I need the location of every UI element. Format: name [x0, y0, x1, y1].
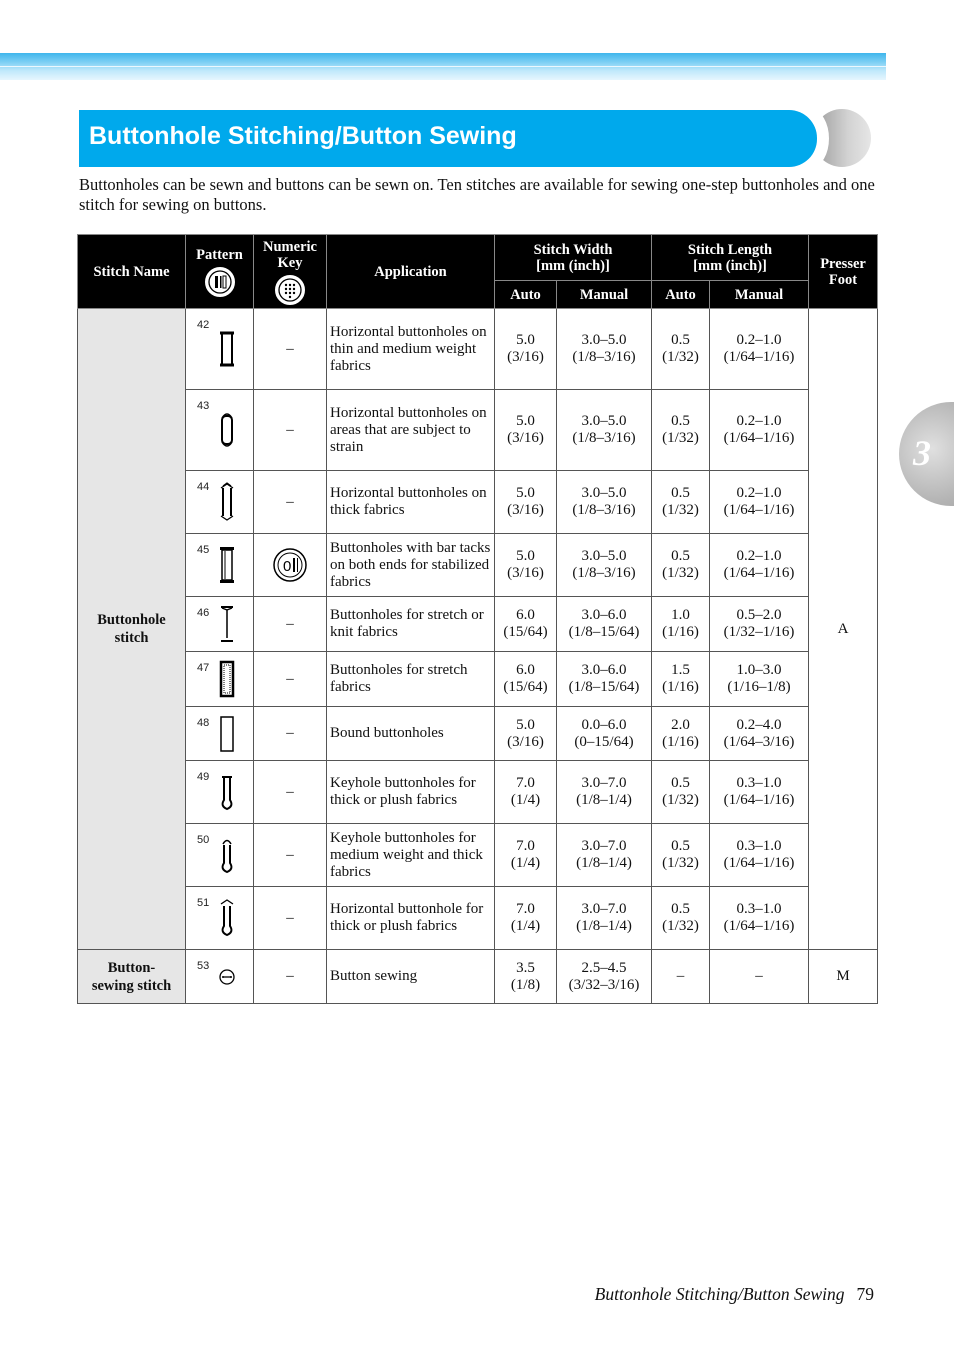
header-presser-foot: Presser Foot	[809, 235, 878, 309]
application-cell: Horizontal buttonholes on thin and medium weight fabrics	[327, 309, 495, 390]
bar-tack-key-icon	[272, 547, 308, 583]
pattern-cell[interactable]	[186, 390, 254, 471]
chapter-number: 3	[913, 433, 931, 473]
application-cell: Buttonholes with bar tacks on both ends for stabilized fabrics	[327, 534, 495, 597]
pattern-cell[interactable]	[186, 707, 254, 761]
width-auto-cell: 5.0 (3/16)	[495, 471, 557, 534]
pattern-number: 48	[197, 717, 210, 729]
length-manual-cell: 0.2–1.0 (1/64–1/16)	[710, 390, 809, 471]
pattern-cell[interactable]	[186, 534, 254, 597]
table-row	[78, 824, 878, 887]
width-manual-cell: 3.0–7.0 (1/8–1/4)	[557, 761, 652, 824]
table-row	[78, 887, 878, 950]
width-manual-cell: 3.0–6.0 (1/8–15/64)	[557, 652, 652, 707]
stitch-table	[77, 234, 878, 1004]
pattern-number: 42	[197, 319, 210, 331]
chapter-tab[interactable]	[899, 402, 954, 506]
intro-paragraph: Buttonholes can be sewn and buttons can be sewn on. Ten stitches are available for sewing one-step buttonholes and one stitch for sewing on buttons.	[79, 175, 875, 214]
length-auto-cell: 2.0 (1/16)	[652, 707, 710, 761]
length-auto-cell: –	[652, 950, 710, 1004]
numeric-key-cell	[254, 534, 327, 597]
numeric-key-cell: –	[254, 597, 327, 652]
table-row	[78, 652, 878, 707]
numeric-key-cell: –	[254, 471, 327, 534]
bh-fan-icon	[218, 479, 236, 525]
pattern-cell[interactable]	[186, 950, 254, 1004]
pattern-cell[interactable]	[186, 471, 254, 534]
pattern-cell[interactable]	[186, 652, 254, 707]
table-row	[78, 309, 878, 390]
header-width-auto: Auto	[495, 281, 557, 309]
application-cell: Horizontal buttonholes on areas that are subject to strain	[327, 390, 495, 471]
width-manual-cell: 3.0–5.0 (1/8–3/16)	[557, 534, 652, 597]
length-auto-cell: 0.5 (1/32)	[652, 309, 710, 390]
numeric-key-cell: –	[254, 309, 327, 390]
bh-bound-icon	[218, 711, 236, 757]
pattern-number: 53	[197, 960, 210, 972]
bh-bartack-icon	[218, 542, 236, 588]
table-row	[78, 761, 878, 824]
pattern-number: 44	[197, 481, 210, 493]
length-manual-cell: 0.2–4.0 (1/64–3/16)	[710, 707, 809, 761]
table-row	[78, 534, 878, 597]
length-manual-cell: 0.3–1.0 (1/64–1/16)	[710, 887, 809, 950]
application-cell: Buttonholes for stretch fabrics	[327, 652, 495, 707]
application-cell: Keyhole buttonholes for thick or plush fabrics	[327, 761, 495, 824]
numeric-key-cell: –	[254, 824, 327, 887]
bh-keyhole-icon	[218, 769, 236, 815]
header-length-auto: Auto	[652, 281, 710, 309]
application-cell: Button sewing	[327, 950, 495, 1004]
page-footer	[595, 1284, 874, 1305]
numeric-key-cell: –	[254, 887, 327, 950]
page-number: 79	[856, 1284, 874, 1304]
bh-plain-icon	[218, 326, 236, 372]
length-auto-cell: 0.5 (1/32)	[652, 471, 710, 534]
table-row	[78, 597, 878, 652]
application-cell: Buttonholes for stretch or knit fabrics	[327, 597, 495, 652]
pattern-number: 45	[197, 544, 210, 556]
presser-foot-cell: M	[809, 950, 878, 1004]
pattern-number: 49	[197, 771, 210, 783]
width-manual-cell: 3.0–7.0 (1/8–1/4)	[557, 887, 652, 950]
application-cell: Horizontal buttonhole for thick or plush fabrics	[327, 887, 495, 950]
application-cell: Bound buttonholes	[327, 707, 495, 761]
numeric-key-cell: –	[254, 652, 327, 707]
width-manual-cell: 2.5–4.5 (3/32–3/16)	[557, 950, 652, 1004]
width-auto-cell: 5.0 (3/16)	[495, 390, 557, 471]
pattern-number: 43	[197, 400, 210, 412]
pattern-cell[interactable]	[186, 597, 254, 652]
width-manual-cell: 3.0–6.0 (1/8–15/64)	[557, 597, 652, 652]
length-manual-cell: 0.2–1.0 (1/64–1/16)	[710, 471, 809, 534]
width-manual-cell: 0.0–6.0 (0–15/64)	[557, 707, 652, 761]
button-sew-icon	[218, 957, 236, 997]
numeric-key-cell: –	[254, 950, 327, 1004]
bh-rounded-icon	[218, 407, 236, 453]
table-row	[78, 390, 878, 471]
application-cell: Horizontal buttonholes on thick fabrics	[327, 471, 495, 534]
width-auto-cell: 3.5 (1/8)	[495, 950, 557, 1004]
header-width-manual: Manual	[557, 281, 652, 309]
numeric-key-cell: –	[254, 707, 327, 761]
length-auto-cell: 0.5 (1/32)	[652, 761, 710, 824]
footer-title: Buttonhole Stitching/Button Sewing	[594, 1284, 845, 1304]
header-application: Application	[327, 235, 495, 309]
header-length-manual: Manual	[710, 281, 809, 309]
stitch-name-cell: Button- sewing stitch	[78, 950, 186, 1004]
pattern-number: 51	[197, 897, 210, 909]
table-row	[78, 707, 878, 761]
length-auto-cell: 1.5 (1/16)	[652, 652, 710, 707]
pattern-number: 47	[197, 662, 210, 674]
header-stitch-name: Stitch Name	[78, 235, 186, 309]
width-auto-cell: 6.0 (15/64)	[495, 597, 557, 652]
pattern-cell[interactable]	[186, 887, 254, 950]
length-manual-cell: 0.2–1.0 (1/64–1/16)	[710, 534, 809, 597]
width-manual-cell: 3.0–5.0 (1/8–3/16)	[557, 390, 652, 471]
length-manual-cell: 1.0–3.0 (1/16–1/8)	[710, 652, 809, 707]
bh-keyhole-fan-icon	[218, 895, 236, 941]
width-auto-cell: 6.0 (15/64)	[495, 652, 557, 707]
width-manual-cell: 3.0–5.0 (1/8–3/16)	[557, 309, 652, 390]
numeric-key-cell: –	[254, 761, 327, 824]
length-manual-cell: 0.3–1.0 (1/64–1/16)	[710, 824, 809, 887]
length-auto-cell: 0.5 (1/32)	[652, 887, 710, 950]
length-manual-cell: 0.5–2.0 (1/32–1/16)	[710, 597, 809, 652]
width-auto-cell: 7.0 (1/4)	[495, 761, 557, 824]
width-manual-cell: 3.0–7.0 (1/8–1/4)	[557, 824, 652, 887]
pattern-number: 46	[197, 607, 210, 619]
length-auto-cell: 0.5 (1/32)	[652, 824, 710, 887]
pattern-cell[interactable]	[186, 309, 254, 390]
header-stitch-width: Stitch Width [mm (inch)]	[495, 235, 652, 281]
length-auto-cell: 0.5 (1/32)	[652, 534, 710, 597]
application-cell: Keyhole buttonholes for medium weight and thick fabrics	[327, 824, 495, 887]
section-title-bar	[79, 110, 817, 167]
pattern-cell[interactable]	[186, 824, 254, 887]
length-manual-cell: –	[710, 950, 809, 1004]
top-decorative-band	[0, 53, 886, 80]
table-row	[78, 471, 878, 534]
numeric-keypad-icon	[275, 275, 305, 305]
header-pattern: Pattern	[186, 235, 254, 309]
pattern-cell[interactable]	[186, 761, 254, 824]
width-auto-cell: 5.0 (3/16)	[495, 534, 557, 597]
bh-keyhole-round-icon	[218, 832, 236, 878]
length-auto-cell: 0.5 (1/32)	[652, 390, 710, 471]
page-title: Buttonhole Stitching/Button Sewing	[89, 122, 517, 150]
pattern-select-icon	[205, 267, 235, 297]
header-numeric-key: Numeric Key	[254, 235, 327, 309]
bh-zigzag-icon	[218, 601, 236, 647]
width-auto-cell: 5.0 (3/16)	[495, 309, 557, 390]
header-stitch-length: Stitch Length [mm (inch)]	[652, 235, 809, 281]
width-manual-cell: 3.0–5.0 (1/8–3/16)	[557, 471, 652, 534]
width-auto-cell: 7.0 (1/4)	[495, 824, 557, 887]
pattern-number: 50	[197, 834, 210, 846]
length-manual-cell: 0.3–1.0 (1/64–1/16)	[710, 761, 809, 824]
length-manual-cell: 0.2–1.0 (1/64–1/16)	[710, 309, 809, 390]
width-auto-cell: 7.0 (1/4)	[495, 887, 557, 950]
table-row	[78, 950, 878, 1004]
presser-foot-cell: A	[809, 309, 878, 950]
stitch-name-cell: Buttonhole stitch	[78, 309, 186, 950]
numeric-key-cell: –	[254, 390, 327, 471]
width-auto-cell: 5.0 (3/16)	[495, 707, 557, 761]
length-auto-cell: 1.0 (1/16)	[652, 597, 710, 652]
svg-text:0: 0	[283, 558, 292, 575]
bh-dense-icon	[218, 656, 236, 702]
